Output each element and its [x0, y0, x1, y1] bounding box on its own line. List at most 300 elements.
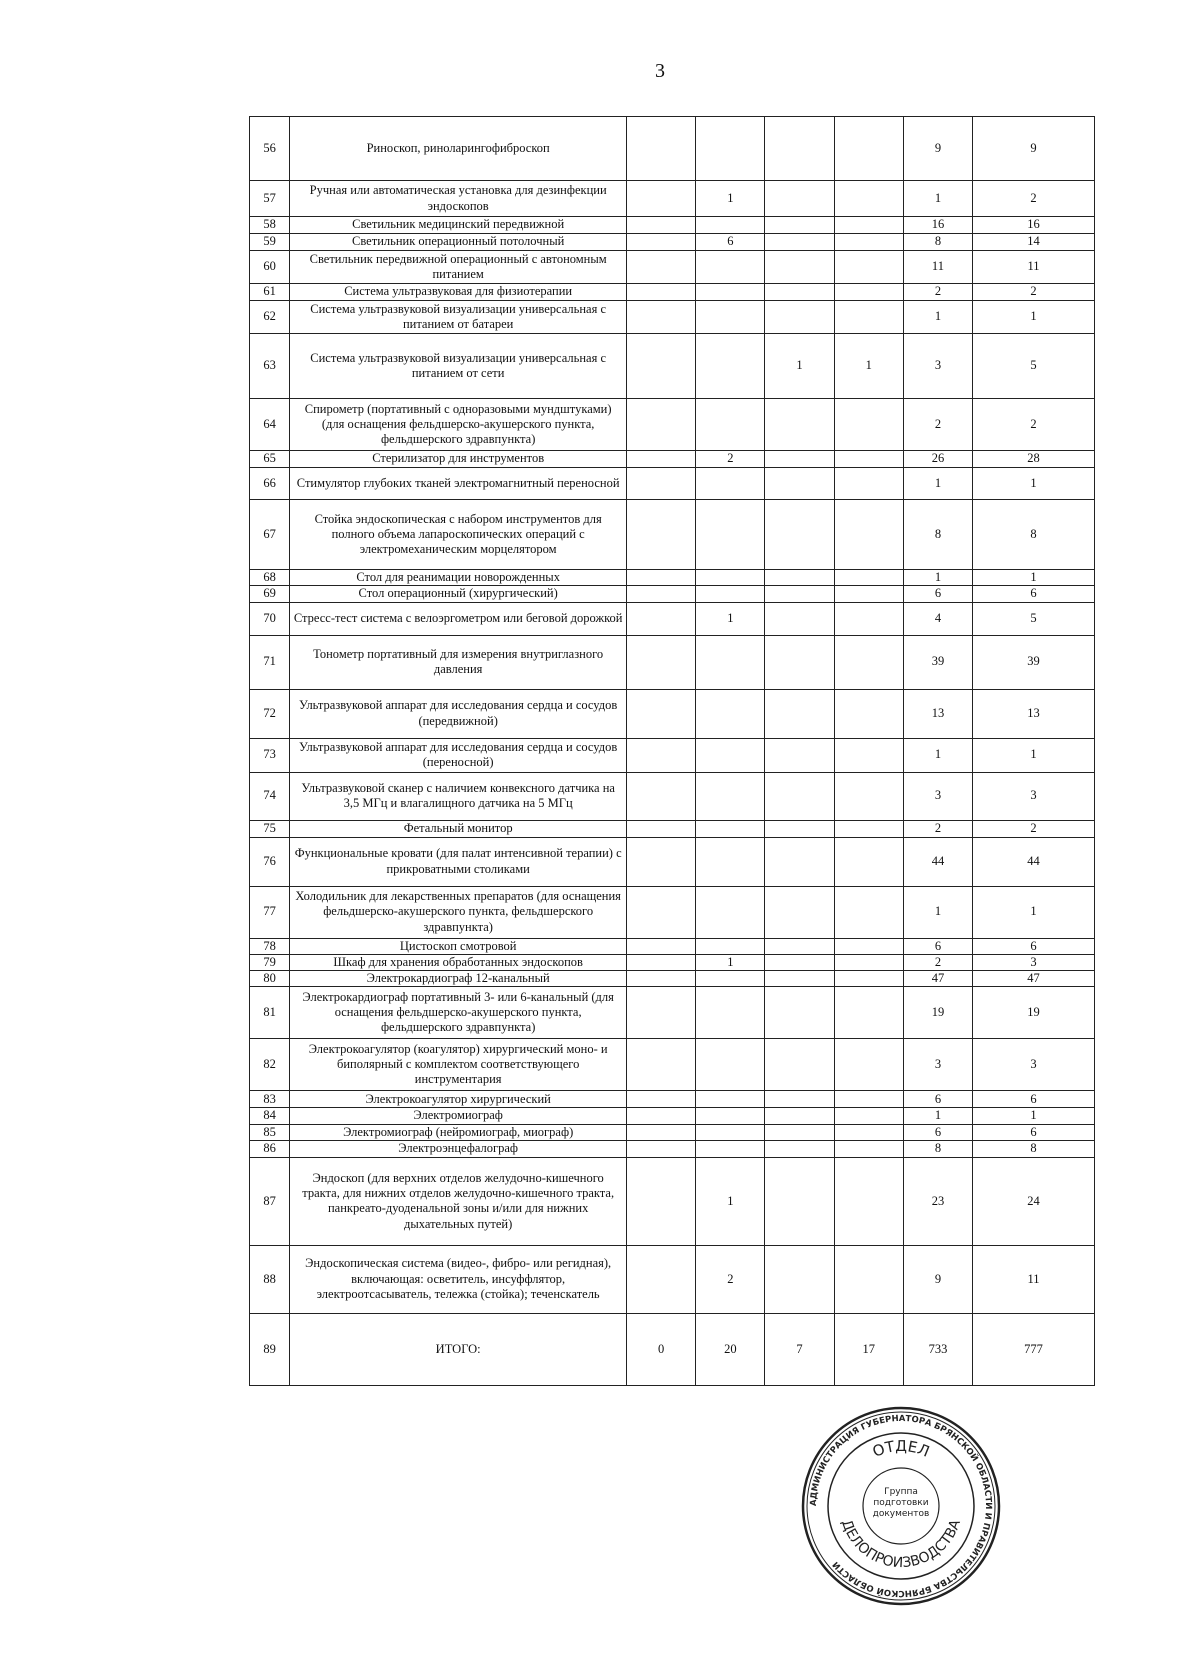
qty-col-2 — [696, 971, 765, 987]
qty-col-5: 9 — [903, 117, 972, 181]
qty-col-2 — [696, 586, 765, 602]
equipment-name: Светильник медицинский передвижной — [290, 217, 627, 234]
qty-col-1 — [627, 837, 696, 886]
qty-total: 6 — [973, 1091, 1095, 1108]
qty-col-3 — [765, 500, 834, 570]
row-number: 58 — [250, 217, 290, 234]
table-row — [250, 586, 1095, 602]
equipment-name: Эндоскоп (для верхних отделов желудочно-кишечного тракта, для нижних отделов желудочно-кишечного тракта, панкреато-дуоденальной зоны и/или для нижних дыхательных путей) — [290, 1157, 627, 1245]
qty-col-3 — [765, 117, 834, 181]
qty-col-2 — [696, 251, 765, 284]
qty-col-1 — [627, 570, 696, 586]
qty-col-5: 3 — [903, 772, 972, 820]
qty-col-3 — [765, 987, 834, 1039]
qty-col-4 — [834, 570, 903, 586]
qty-col-3 — [765, 938, 834, 954]
qty-col-1 — [627, 586, 696, 602]
row-number: 72 — [250, 689, 290, 738]
qty-col-2: 1 — [696, 181, 765, 217]
table-row — [250, 301, 1095, 334]
qty-total: 19 — [973, 987, 1095, 1039]
qty-col-2 — [696, 1140, 765, 1157]
qty-col-5: 9 — [903, 1245, 972, 1313]
equipment-name: Электромиограф (нейромиограф, миограф) — [290, 1124, 627, 1140]
qty-col-4 — [834, 117, 903, 181]
table-row — [250, 1124, 1095, 1140]
qty-col-1: 0 — [627, 1313, 696, 1385]
qty-col-3 — [765, 468, 834, 500]
qty-col-1 — [627, 1157, 696, 1245]
equipment-table — [249, 116, 1095, 1386]
qty-total: 2 — [973, 284, 1095, 301]
qty-col-4 — [834, 938, 903, 954]
qty-col-4 — [834, 987, 903, 1039]
equipment-name: Ультразвуковой аппарат для исследования сердца и сосудов (переносной) — [290, 738, 627, 772]
qty-col-3 — [765, 301, 834, 334]
row-number: 86 — [250, 1140, 290, 1157]
qty-col-2: 1 — [696, 954, 765, 970]
qty-col-2 — [696, 500, 765, 570]
equipment-name: Фетальный монитор — [290, 820, 627, 837]
qty-col-3 — [765, 954, 834, 970]
equipment-name: Электрокоагулятор (коагулятор) хирургический моно- и биполярный с комплектом соответствующего инструментария — [290, 1039, 627, 1091]
equipment-name: Стресс-тест система с велоэргометром или беговой дорожкой — [290, 602, 627, 635]
qty-col-2: 2 — [696, 451, 765, 468]
qty-total: 8 — [973, 1140, 1095, 1157]
row-number: 63 — [250, 334, 290, 399]
equipment-name: Стойка эндоскопическая с набором инструментов для полного объема лапароскопических операций с электромеханическим морцелятором — [290, 500, 627, 570]
qty-col-1 — [627, 772, 696, 820]
qty-col-4: 1 — [834, 334, 903, 399]
qty-col-5: 1 — [903, 1108, 972, 1124]
qty-col-3 — [765, 635, 834, 689]
equipment-name: Система ультразвуковой визуализации универсальная с питанием от батареи — [290, 301, 627, 334]
qty-col-3 — [765, 570, 834, 586]
qty-col-5: 3 — [903, 1039, 972, 1091]
row-number: 76 — [250, 837, 290, 886]
row-number: 60 — [250, 251, 290, 284]
qty-col-5: 3 — [903, 334, 972, 399]
official-stamp — [800, 1405, 1002, 1607]
qty-col-2 — [696, 334, 765, 399]
qty-total: 11 — [973, 1245, 1095, 1313]
qty-col-2 — [696, 1108, 765, 1124]
qty-col-5: 2 — [903, 820, 972, 837]
equipment-name: Шкаф для хранения обработанных эндоскопов — [290, 954, 627, 970]
table-body — [250, 117, 1095, 1386]
qty-total: 777 — [973, 1313, 1095, 1385]
qty-total: 14 — [973, 234, 1095, 251]
table-row — [250, 217, 1095, 234]
equipment-name: Электромиограф — [290, 1108, 627, 1124]
equipment-name: Светильник передвижной операционный с автономным питанием — [290, 251, 627, 284]
qty-total: 1 — [973, 468, 1095, 500]
equipment-name: Электрокардиограф 12-канальный — [290, 971, 627, 987]
table-row — [250, 468, 1095, 500]
qty-col-1 — [627, 1140, 696, 1157]
equipment-name: Цистоскоп смотровой — [290, 938, 627, 954]
qty-total: 2 — [973, 399, 1095, 451]
qty-col-1 — [627, 987, 696, 1039]
table-row — [250, 987, 1095, 1039]
qty-col-2 — [696, 837, 765, 886]
qty-col-3 — [765, 217, 834, 234]
qty-col-2 — [696, 738, 765, 772]
equipment-name: Электрокоагулятор хирургический — [290, 1091, 627, 1108]
qty-col-1 — [627, 234, 696, 251]
qty-col-3 — [765, 1108, 834, 1124]
qty-col-5: 1 — [903, 886, 972, 938]
table-row — [250, 635, 1095, 689]
table-row — [250, 1108, 1095, 1124]
qty-col-3: 7 — [765, 1313, 834, 1385]
qty-col-4 — [834, 1039, 903, 1091]
qty-col-4 — [834, 399, 903, 451]
row-number: 79 — [250, 954, 290, 970]
equipment-name: Светильник операционный потолочный — [290, 234, 627, 251]
equipment-name: Стимулятор глубоких тканей электромагнитный переносной — [290, 468, 627, 500]
qty-col-1 — [627, 217, 696, 234]
qty-col-1 — [627, 886, 696, 938]
qty-col-2: 2 — [696, 1245, 765, 1313]
qty-col-1 — [627, 1039, 696, 1091]
row-number: 80 — [250, 971, 290, 987]
qty-col-3 — [765, 1039, 834, 1091]
qty-col-5: 4 — [903, 602, 972, 635]
qty-col-3 — [765, 1157, 834, 1245]
qty-col-1 — [627, 451, 696, 468]
qty-total: 13 — [973, 689, 1095, 738]
qty-col-4 — [834, 886, 903, 938]
qty-col-3 — [765, 886, 834, 938]
qty-col-3 — [765, 1245, 834, 1313]
qty-col-5: 6 — [903, 1124, 972, 1140]
table-row — [250, 1091, 1095, 1108]
qty-col-3 — [765, 451, 834, 468]
qty-col-3 — [765, 234, 834, 251]
qty-col-2 — [696, 301, 765, 334]
qty-col-1 — [627, 468, 696, 500]
row-number: 81 — [250, 987, 290, 1039]
qty-col-4 — [834, 284, 903, 301]
qty-total: 1 — [973, 738, 1095, 772]
qty-total: 9 — [973, 117, 1095, 181]
qty-col-2 — [696, 886, 765, 938]
stamp-center-text: Группа подготовки документов — [872, 1487, 930, 1519]
equipment-name: Система ультразвуковой визуализации универсальная с питанием от сети — [290, 334, 627, 399]
qty-col-2 — [696, 570, 765, 586]
qty-col-4 — [834, 234, 903, 251]
equipment-name: Стерилизатор для инструментов — [290, 451, 627, 468]
table-row — [250, 117, 1095, 181]
qty-col-4 — [834, 1124, 903, 1140]
qty-col-2: 1 — [696, 602, 765, 635]
qty-total: 3 — [973, 772, 1095, 820]
qty-total: 6 — [973, 1124, 1095, 1140]
row-number: 64 — [250, 399, 290, 451]
row-number: 62 — [250, 301, 290, 334]
qty-col-2 — [696, 1039, 765, 1091]
qty-total: 1 — [973, 1108, 1095, 1124]
qty-total: 11 — [973, 251, 1095, 284]
qty-col-2 — [696, 689, 765, 738]
qty-col-4 — [834, 689, 903, 738]
qty-col-5: 16 — [903, 217, 972, 234]
qty-total: 6 — [973, 938, 1095, 954]
table-row — [250, 451, 1095, 468]
row-number: 83 — [250, 1091, 290, 1108]
equipment-name: Спирометр (портативный с одноразовыми мундштуками) (для оснащения фельдшерско-акушерского пункта, фельдшерского здравпункта) — [290, 399, 627, 451]
qty-col-5: 2 — [903, 954, 972, 970]
qty-col-5: 1 — [903, 301, 972, 334]
qty-col-3 — [765, 1140, 834, 1157]
stamp-ring-text: АДМИНИСТРАЦИЯ ГУБЕРНАТОРА БРЯНСКОЙ ОБЛАСТИ И ПРАВИТЕЛЬСТВА БРЯНСКОЙ ОБЛАСТИ — [808, 1413, 994, 1599]
qty-total: 44 — [973, 837, 1095, 886]
qty-col-4 — [834, 1157, 903, 1245]
table-row — [250, 971, 1095, 987]
row-number: 82 — [250, 1039, 290, 1091]
qty-col-3 — [765, 586, 834, 602]
qty-total: 16 — [973, 217, 1095, 234]
qty-col-4 — [834, 954, 903, 970]
qty-col-1 — [627, 334, 696, 399]
qty-col-2 — [696, 987, 765, 1039]
qty-total: 5 — [973, 334, 1095, 399]
equipment-name: Ультразвуковой аппарат для исследования сердца и сосудов (передвижной) — [290, 689, 627, 738]
qty-col-4: 17 — [834, 1313, 903, 1385]
qty-col-3 — [765, 181, 834, 217]
table-row — [250, 399, 1095, 451]
qty-col-3 — [765, 602, 834, 635]
qty-col-5: 13 — [903, 689, 972, 738]
qty-col-1 — [627, 251, 696, 284]
row-number: 88 — [250, 1245, 290, 1313]
qty-col-3 — [765, 772, 834, 820]
qty-col-2 — [696, 820, 765, 837]
qty-col-5: 26 — [903, 451, 972, 468]
qty-col-3 — [765, 837, 834, 886]
equipment-name: Холодильник для лекарственных препаратов (для оснащения фельдшерско-акушерского пункта, фельдшерского здравпункта) — [290, 886, 627, 938]
equipment-name: Тонометр портативный для измерения внутриглазного давления — [290, 635, 627, 689]
qty-total: 2 — [973, 820, 1095, 837]
row-number: 65 — [250, 451, 290, 468]
equipment-name: Ультразвуковой сканер с наличием конвексного датчика на 3,5 МГц и влагалищного датчика на 5 МГц — [290, 772, 627, 820]
qty-total: 8 — [973, 500, 1095, 570]
qty-col-5: 23 — [903, 1157, 972, 1245]
equipment-name: Стол операционный (хирургический) — [290, 586, 627, 602]
qty-col-2 — [696, 399, 765, 451]
qty-col-1 — [627, 1124, 696, 1140]
row-number: 84 — [250, 1108, 290, 1124]
qty-total: 28 — [973, 451, 1095, 468]
qty-col-5: 8 — [903, 234, 972, 251]
equipment-name: Электрокардиограф портативный 3- или 6-канальный (для оснащения фельдшерско-акушерского пункта, фельдшерского здравпункта) — [290, 987, 627, 1039]
equipment-name: Ручная или автоматическая установка для дезинфекции эндоскопов — [290, 181, 627, 217]
qty-col-2 — [696, 1091, 765, 1108]
qty-col-2: 6 — [696, 234, 765, 251]
qty-col-1 — [627, 820, 696, 837]
qty-col-4 — [834, 837, 903, 886]
qty-total: 39 — [973, 635, 1095, 689]
qty-col-3 — [765, 738, 834, 772]
row-number: 78 — [250, 938, 290, 954]
qty-col-3 — [765, 1124, 834, 1140]
qty-total: 24 — [973, 1157, 1095, 1245]
table-row — [250, 738, 1095, 772]
table-row — [250, 500, 1095, 570]
qty-col-5: 1 — [903, 738, 972, 772]
qty-col-1 — [627, 399, 696, 451]
qty-col-3 — [765, 971, 834, 987]
table-row — [250, 234, 1095, 251]
row-number: 61 — [250, 284, 290, 301]
table-row — [250, 938, 1095, 954]
qty-total: 1 — [973, 570, 1095, 586]
qty-col-5: 8 — [903, 1140, 972, 1157]
qty-col-2: 20 — [696, 1313, 765, 1385]
table-row — [250, 1245, 1095, 1313]
table-row — [250, 284, 1095, 301]
row-number: 85 — [250, 1124, 290, 1140]
row-number: 71 — [250, 635, 290, 689]
qty-col-4 — [834, 251, 903, 284]
table-row — [250, 1140, 1095, 1157]
qty-col-4 — [834, 1108, 903, 1124]
equipment-name: Электроэнцефалограф — [290, 1140, 627, 1157]
qty-col-4 — [834, 971, 903, 987]
qty-col-4 — [834, 738, 903, 772]
equipment-name: Система ультразвуковая для физиотерапии — [290, 284, 627, 301]
qty-total: 6 — [973, 586, 1095, 602]
qty-col-5: 2 — [903, 284, 972, 301]
qty-col-1 — [627, 117, 696, 181]
table-row — [250, 689, 1095, 738]
qty-col-4 — [834, 468, 903, 500]
row-number: 75 — [250, 820, 290, 837]
qty-col-2 — [696, 284, 765, 301]
qty-col-1 — [627, 971, 696, 987]
equipment-name: Функциональные кровати (для палат интенсивной терапии) с прикроватными столиками — [290, 837, 627, 886]
qty-col-5: 2 — [903, 399, 972, 451]
qty-col-4 — [834, 586, 903, 602]
row-number: 89 — [250, 1313, 290, 1385]
qty-col-4 — [834, 217, 903, 234]
qty-col-1 — [627, 938, 696, 954]
row-number: 59 — [250, 234, 290, 251]
qty-col-4 — [834, 181, 903, 217]
qty-col-5: 1 — [903, 468, 972, 500]
qty-col-5: 6 — [903, 1091, 972, 1108]
row-number: 56 — [250, 117, 290, 181]
qty-col-4 — [834, 451, 903, 468]
qty-col-1 — [627, 181, 696, 217]
qty-total: 3 — [973, 1039, 1095, 1091]
qty-col-4 — [834, 1140, 903, 1157]
qty-col-4 — [834, 820, 903, 837]
svg-text:ОТДЕЛ — [870, 1437, 932, 1461]
qty-col-4 — [834, 1245, 903, 1313]
qty-total: 1 — [973, 301, 1095, 334]
table-row — [250, 1157, 1095, 1245]
stamp-arc-bottom: ДЕЛОПРОИЗВОДСТВА — [838, 1517, 964, 1572]
row-number: 87 — [250, 1157, 290, 1245]
qty-col-4 — [834, 772, 903, 820]
stamp-arc-top: ОТДЕЛ — [869, 1436, 933, 1461]
qty-col-5: 1 — [903, 181, 972, 217]
row-number: 73 — [250, 738, 290, 772]
qty-col-2 — [696, 117, 765, 181]
table-row — [250, 820, 1095, 837]
qty-col-5: 1 — [903, 570, 972, 586]
qty-col-4 — [834, 1091, 903, 1108]
qty-total: 47 — [973, 971, 1095, 987]
qty-total: 5 — [973, 602, 1095, 635]
qty-col-3 — [765, 1091, 834, 1108]
qty-col-1 — [627, 1108, 696, 1124]
table-row — [250, 954, 1095, 970]
qty-col-1 — [627, 602, 696, 635]
qty-col-3 — [765, 284, 834, 301]
qty-total: 3 — [973, 954, 1095, 970]
qty-col-2 — [696, 217, 765, 234]
qty-col-3: 1 — [765, 334, 834, 399]
page-number: 3 — [655, 60, 665, 82]
table-row — [250, 772, 1095, 820]
table-row — [250, 602, 1095, 635]
qty-col-1 — [627, 738, 696, 772]
qty-col-5: 6 — [903, 586, 972, 602]
qty-col-5: 19 — [903, 987, 972, 1039]
table-row — [250, 1313, 1095, 1385]
qty-col-1 — [627, 635, 696, 689]
row-number: 70 — [250, 602, 290, 635]
qty-col-4 — [834, 301, 903, 334]
row-number: 77 — [250, 886, 290, 938]
qty-col-2 — [696, 635, 765, 689]
table-row — [250, 886, 1095, 938]
qty-col-5: 39 — [903, 635, 972, 689]
qty-col-1 — [627, 1245, 696, 1313]
table-row — [250, 251, 1095, 284]
qty-col-3 — [765, 399, 834, 451]
table-row — [250, 334, 1095, 399]
qty-col-2 — [696, 1124, 765, 1140]
equipment-name: Эндоскопическая система (видео-, фибро- или регидная), включающая: осветитель, инсуффлятор, электроотсасыватель, тележка (стойка); теченскатель — [290, 1245, 627, 1313]
qty-total: 1 — [973, 886, 1095, 938]
qty-col-1 — [627, 301, 696, 334]
qty-col-5: 733 — [903, 1313, 972, 1385]
qty-col-5: 6 — [903, 938, 972, 954]
row-number: 74 — [250, 772, 290, 820]
qty-col-4 — [834, 602, 903, 635]
table-row — [250, 1039, 1095, 1091]
qty-col-5: 47 — [903, 971, 972, 987]
table-row — [250, 181, 1095, 217]
row-number: 67 — [250, 500, 290, 570]
qty-col-3 — [765, 689, 834, 738]
table-row — [250, 570, 1095, 586]
row-number: 66 — [250, 468, 290, 500]
qty-col-4 — [834, 500, 903, 570]
row-number: 68 — [250, 570, 290, 586]
qty-total: 2 — [973, 181, 1095, 217]
equipment-name: Риноскоп, риноларингофиброскоп — [290, 117, 627, 181]
qty-col-2 — [696, 938, 765, 954]
qty-col-5: 11 — [903, 251, 972, 284]
equipment-name: ИТОГО: — [290, 1313, 627, 1385]
qty-col-1 — [627, 689, 696, 738]
qty-col-1 — [627, 1091, 696, 1108]
